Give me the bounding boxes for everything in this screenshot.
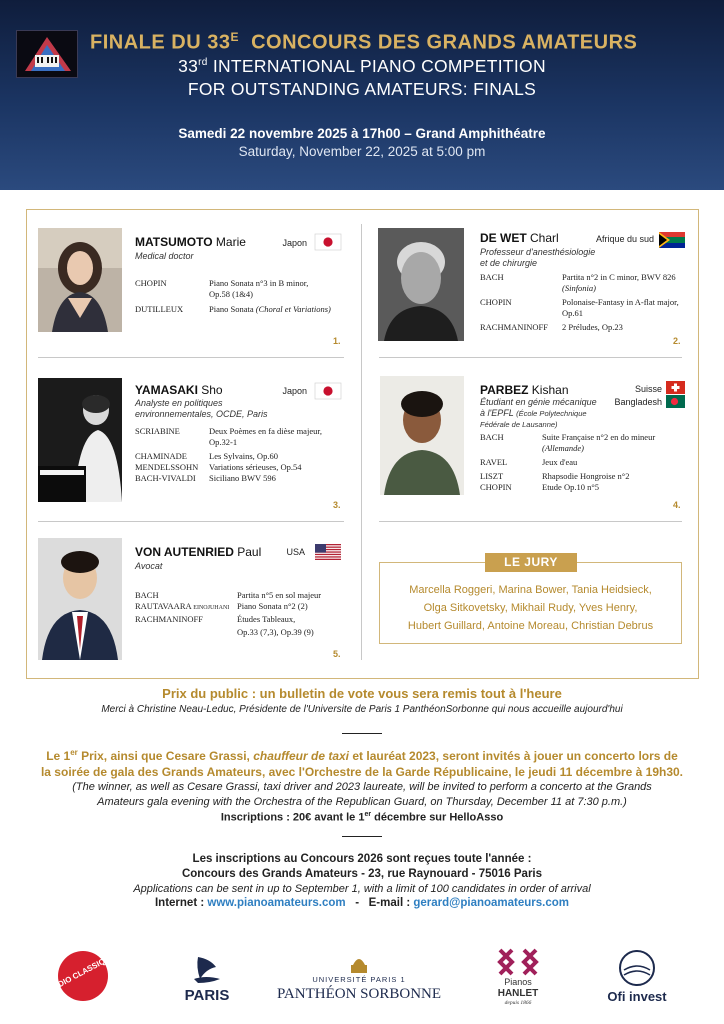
- program-row: CHOPIN Piano Sonata n°3 in B minor,: [135, 278, 309, 288]
- svg-text:PARIS: PARIS: [184, 987, 230, 1004]
- applications-address: Concours des Grands Amateurs - 23, rue Raynouard - 75016 Paris: [181, 868, 543, 880]
- title-english-line1: 33rd INTERNATIONAL PIANO COMPETITION: [178, 56, 546, 76]
- row-divider: [38, 521, 344, 522]
- finalist-program: [135, 278, 345, 315]
- japan-flag-icon: [315, 234, 341, 250]
- separator-line: [342, 836, 382, 837]
- svg-text:Ofi invest: Ofi invest: [607, 989, 667, 1004]
- row-divider: [379, 521, 682, 522]
- program-row: BACH Partita n°2 in C minor, BWV 826: [480, 272, 676, 282]
- finalist-photo: [38, 228, 122, 332]
- radio-classique-logo: [46, 951, 117, 1001]
- finalist-number: 1.: [333, 336, 341, 346]
- program-row: Op.33 (7,3), Op.39 (9): [237, 627, 314, 637]
- program-row: Op.58 (1&4): [209, 289, 253, 299]
- finalist-role: Analyste en politiques environnementales, OCDE, Paris: [135, 398, 268, 419]
- ofi-invest-logo: [592, 948, 682, 1004]
- program-row: MENDELSSOHN Variations sérieuses, Op.54: [135, 462, 302, 472]
- finalist-role: Medical doctor: [135, 251, 194, 261]
- jury-title: LE JURY: [485, 553, 577, 572]
- jury-members-line: Olga Sitkovetsky, Mikhail Rudy, Yves Henry,: [423, 602, 638, 614]
- svg-text:HANLET: HANLET: [497, 988, 539, 999]
- paris-logo: [176, 953, 238, 1003]
- public-prize-title: Prix du public : un bulletin de vote vous sera remis tout à l'heure: [162, 686, 562, 701]
- thanks-line: Merci à Christine Neau-Leduc, Présidente de l'Universite de Paris 1 PanthéonSorbonne qui nous accueille aujourd'hui: [101, 704, 623, 715]
- program-row: Op.61: [562, 308, 584, 318]
- column-divider: [361, 224, 362, 660]
- switzerland-flag-icon: [666, 381, 685, 394]
- program-row: (Sinfonia): [562, 283, 596, 293]
- finalist-program: [135, 590, 350, 638]
- program-row: RAUTAVAARA EINOJUHANI Piano Sonata n°2 (2): [135, 601, 308, 611]
- finalist-role: Professeur d'anesthésiologie et de chirurgie: [480, 247, 596, 268]
- row-divider: [379, 357, 682, 358]
- competition-logo: [16, 30, 78, 78]
- finalist-country: Suisse: [634, 384, 662, 394]
- program-row: CHOPIN Etude Op.10 n°5: [480, 482, 599, 492]
- finalist-program: [480, 432, 690, 493]
- finalist-country: Japon: [282, 386, 307, 396]
- finalist-country: Afrique du sud: [595, 234, 654, 244]
- program-row: (Allemande): [542, 443, 585, 453]
- finalist-country-secondary: Bangladesh: [614, 397, 662, 407]
- tickets-line: Inscriptions : 20€ avant le 1er décembre sur HelloAsso: [220, 811, 504, 824]
- svg-text:PANTHÉON SORBONNE: PANTHÉON SORBONNE: [276, 986, 442, 1002]
- jury-members-line: Marcella Roggeri, Marina Bower, Tania Heidsieck,: [409, 584, 652, 596]
- gala-fr-line1: Le 1er Prix, ainsi que Cesare Grassi, chauffeur de taxi et lauréat 2023, seront invités à jouer un concerto lors de: [46, 748, 678, 763]
- svg-text:RADIO CLASSIQUE: RADIO CLASSIQUE: [46, 951, 117, 995]
- jury-members-line: Hubert Guillard, Antoine Moreau, Christian Debrus: [407, 620, 654, 632]
- south-africa-flag-icon: [659, 232, 685, 248]
- japan-flag-icon: [315, 383, 341, 399]
- program-row: RACHMANINOFF 2 Préludes, Op.23: [480, 322, 623, 332]
- pianos-hanlet-logo: [490, 946, 546, 1006]
- website-link[interactable]: www.pianoamateurs.com: [207, 897, 346, 909]
- program-row: RAVEL Jeux d'eau: [480, 457, 578, 467]
- header-banner: [0, 0, 724, 190]
- finalist-role: Avocat: [135, 561, 163, 571]
- finalist-name: PARBEZ Kishan: [480, 383, 569, 397]
- finalist-name: MATSUMOTO Marie: [135, 235, 246, 249]
- program-row: Op.32-1: [209, 437, 238, 447]
- program-row: BACH Suite Française n°2 en do mineur: [480, 432, 656, 442]
- finalist-number: 5.: [333, 649, 341, 659]
- pantheon-sorbonne-logo: [276, 951, 442, 1003]
- usa-flag-icon: [315, 544, 341, 560]
- finalist-photo: [378, 228, 464, 341]
- finalist-country: USA: [286, 547, 305, 557]
- program-row: DUTILLEUX Piano Sonata (Choral et Variations): [135, 304, 331, 314]
- finalist-role: Étudiant en génie mécanique à l'EPFL (École Polytechnique Fédérale de Lausanne): [480, 397, 597, 429]
- program-row: BACH-VIVALDI Siciliano BWV 596: [135, 473, 276, 483]
- separator-line: [342, 733, 382, 734]
- date-english: Saturday, November 22, 2025 at 5:00 pm: [238, 144, 486, 159]
- gala-fr-line2: la soirée de gala des Grands Amateurs, avec l'Orchestre de la Garde Républicaine, le jeudi 11 décembre à 19h30.: [40, 765, 684, 779]
- title-english-line2: FOR OUTSTANDING AMATEURS: FINALS: [187, 79, 537, 99]
- finalist-program: [135, 426, 345, 484]
- gala-en-line2: Amateurs gala evening with the Orchestra of the Republican Guard, on Thursday, December 11 at 7:30 p.m.): [97, 796, 627, 808]
- svg-text:Pianos: Pianos: [504, 977, 532, 987]
- finalist-number: 3.: [333, 500, 341, 510]
- bangladesh-flag-icon: [666, 395, 685, 408]
- finalist-photo: [38, 378, 122, 502]
- program-row: CHAMINADE Les Sylvains, Op.60: [135, 451, 278, 461]
- title-french: FINALE DU $33^E$ CONCOURS DES GRANDS AMATEURS: [90, 30, 638, 54]
- finalist-number: 2.: [673, 336, 681, 346]
- program-row: RACHMANINOFF Études Tableaux,: [135, 614, 296, 624]
- finalist-name: DE WET Charl: [480, 231, 559, 245]
- contact-line: Internet : www.pianoamateurs.com - E-mail : gerard@pianoamateurs.com: [154, 897, 570, 909]
- date-french: Samedi 22 novembre 2025 à 17h00 – Grand Amphithéatre: [178, 126, 546, 141]
- finalist-photo: [380, 376, 464, 495]
- program-row: CHOPIN Polonaise-Fantasy in A-flat major,: [480, 297, 679, 307]
- finalist-name: YAMASAKI Sho: [135, 383, 223, 397]
- finalist-number: 4.: [673, 500, 681, 510]
- applications-en: Applications can be sent in up to September 1, with a limit of 100 candidates in order of arrival: [133, 883, 591, 895]
- row-divider: [38, 357, 344, 358]
- program-row: LISZT Rhapsodie Hongroise n°2: [480, 471, 630, 481]
- finalist-photo: [38, 538, 122, 660]
- finalist-program: [480, 272, 690, 333]
- email-link[interactable]: gerard@pianoamateurs.com: [413, 897, 570, 909]
- program-row: SCRIABINE Deux Poèmes en fa dièse majeur,: [135, 426, 322, 436]
- svg-text:UNIVERSITÉ PARIS 1: UNIVERSITÉ PARIS 1: [312, 975, 406, 984]
- finalist-name: VON AUTENRIED Paul: [135, 545, 262, 559]
- program-row: BACH Partita n°5 en sol majeur: [135, 590, 322, 600]
- svg-text:depuis 1866: depuis 1866: [504, 1000, 532, 1006]
- finalist-country: Japon: [282, 238, 307, 248]
- applications-line1: Les inscriptions au Concours 2026 sont reçues toute l'année :: [192, 853, 532, 865]
- gala-en-line1: (The winner, as well as Cesare Grassi, taxi driver and 2023 laureate, will be invited to perform a concerto at the Grands: [72, 781, 652, 793]
